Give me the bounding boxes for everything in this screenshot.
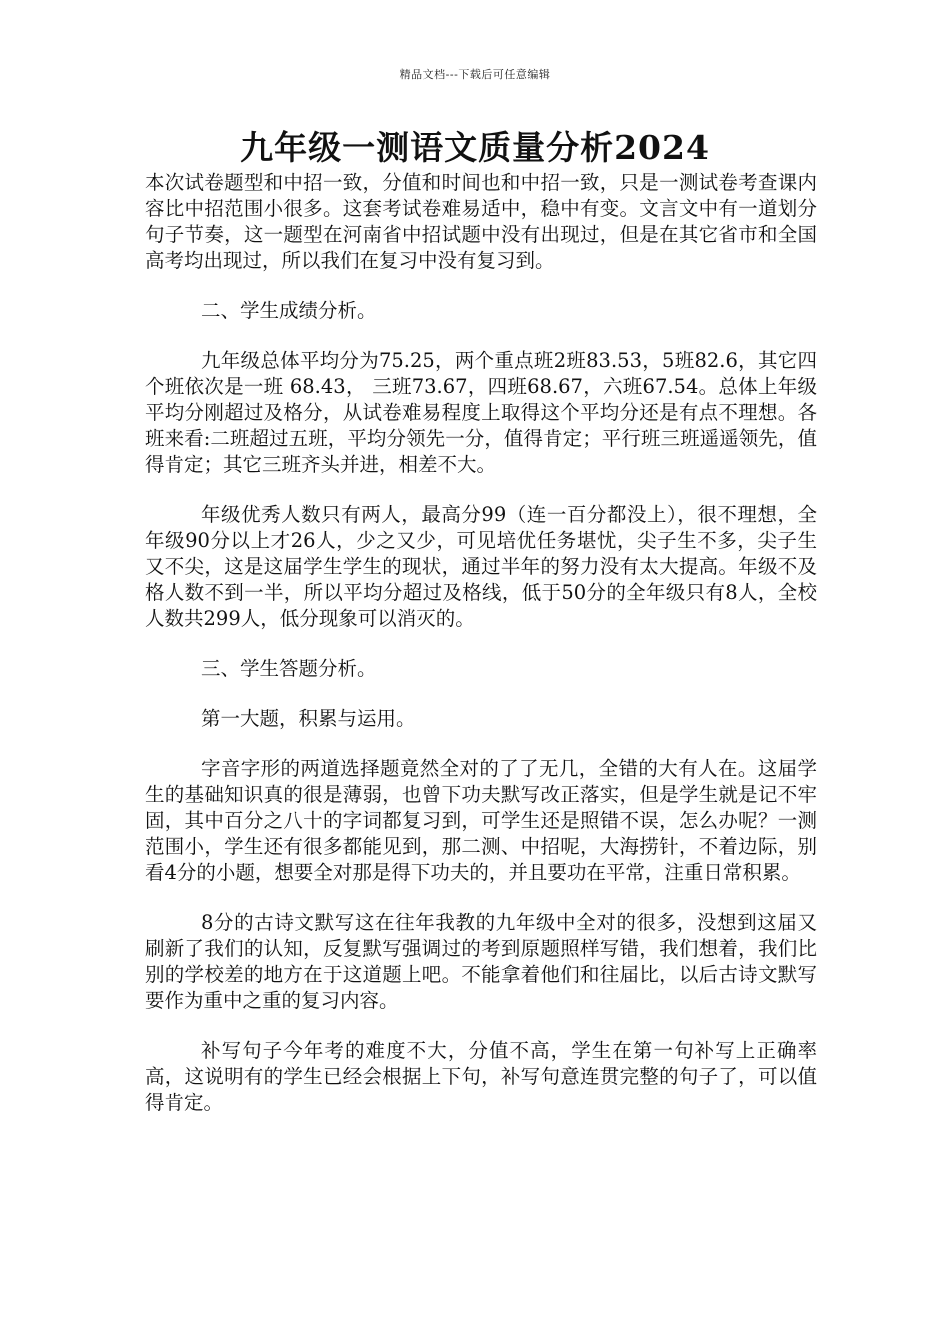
- subsection-heading-part-one: 第一大题，积累与运用。: [201, 707, 416, 730]
- paragraph-pronunciation: 字音字形的两道选择题竟然全对的了了无几，全错的大有人在。这届学生的基础知识真的很是薄弱，也曾下功夫默写改正落实，但是学生就是记不牢固，其中百分之八十的字词都复习到，可学生还是照错不误，怎么办呢？一测范围小，学生还有很多都能见到，那二测、中招呢，大海捞针，不着边际，别看4分的小题，想要全对那是得下功夫的，并且要功在平常，注重日常积累。: [145, 757, 817, 884]
- paragraph-intro: 本次试卷题型和中招一致，分值和时间也和中招一致，只是一测试卷考查课内容比中招范围小很多。这套考试卷难易适中，稳中有变。文言文中有一道划分句子节奏，这一题型在河南省中招试题中没有出现过，但是在其它省市和全国高考均出现过，所以我们在复习中没有复习到。: [145, 171, 817, 272]
- section-heading-answers: 三、学生答题分析。: [201, 657, 377, 680]
- paragraph-poetry-dictation: 8分的古诗文默写这在往年我教的九年级中全对的很多，没想到这届又刷新了我们的认知，反复默写强调过的考到原题照样写错，我们想着，我们比别的学校差的地方在于这道题上吧。不能拿着他们和往届比，以后古诗文默写要作为重中之重的复习内容。: [145, 911, 817, 1012]
- paragraph-excellence: 年级优秀人数只有两人，最高分99（连一百分都没上），很不理想，全年级90分以上才26人，少之又少，可见培优任务堪忧，尖子生不多，尖子生又不尖，这是这届学生学生的现状，通过半年的努力没有太大提高。年级不及格人数不到一半，所以平均分超过及格线，低于50分的全年级只有8人，全校人数共299人，低分现象可以消灭的。: [145, 503, 817, 630]
- paragraph-sentence-completion: 补写句子今年考的难度不大，分值不高，学生在第一句补写上正确率高，这说明有的学生已经会根据上下句，补写句意连贯完整的句子了，可以值得肯定。: [145, 1039, 817, 1114]
- document-body: [145, 170, 817, 1140]
- section-heading-scores: 二、学生成绩分析。: [201, 299, 377, 322]
- document-title: 九年级一测语文质量分析2024: [240, 128, 710, 167]
- header-note: 精品文档---下载后可任意编辑: [399, 68, 551, 81]
- paragraph-averages: 九年级总体平均分为75.25，两个重点班2班83.53，5班82.6，其它四个班依次是一班 68.43， 三班73.67，四班68.67，六班67.54。总体上年级平均分刚超过及格分，从试卷难易程度上取得这个平均分还是有点不理想。各班来看:二班超过五班，平均分领先一分，值得肯定；平行班三班遥遥领先，值得肯定；其它三班齐头并进，相差不大。: [145, 349, 817, 476]
